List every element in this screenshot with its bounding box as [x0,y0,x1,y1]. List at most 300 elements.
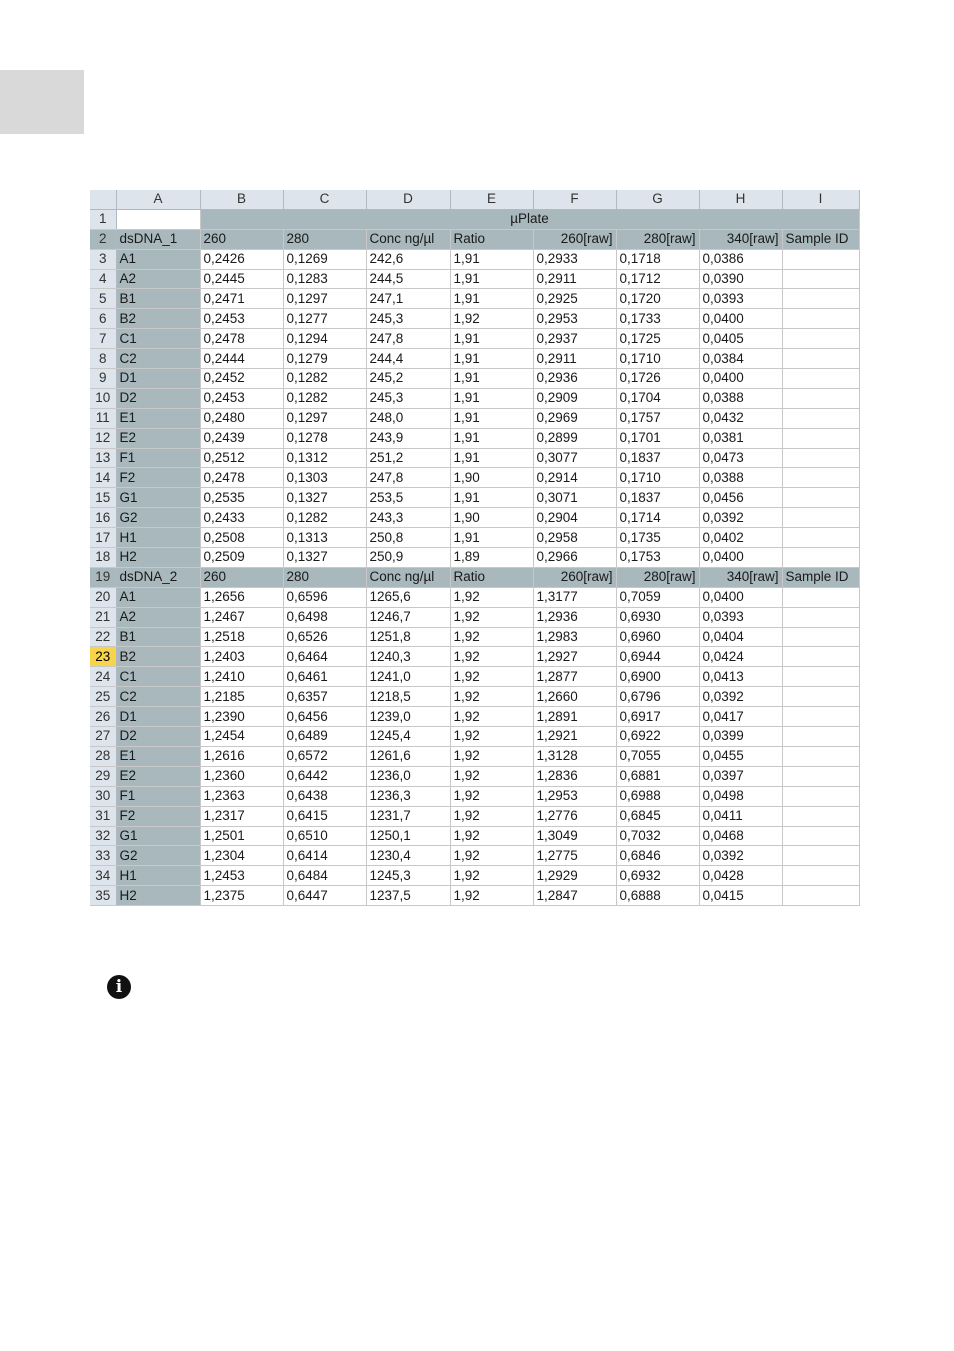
data-cell[interactable]: 0,2911 [533,349,616,369]
data-cell[interactable]: 245,3 [366,388,450,408]
well-cell[interactable]: F2 [116,468,200,488]
well-cell[interactable]: E2 [116,428,200,448]
data-cell[interactable]: 0,7055 [616,746,699,766]
data-cell[interactable]: 1236,0 [366,766,450,786]
data-cell[interactable]: 1,92 [450,746,533,766]
data-cell[interactable]: 0,1282 [283,508,366,528]
data-cell[interactable]: 0,2936 [533,369,616,389]
data-cell[interactable]: 0,7032 [616,826,699,846]
row-number[interactable]: 21 [90,607,116,627]
data-cell[interactable]: 1,2616 [200,746,283,766]
data-cell[interactable]: 0,2509 [200,548,283,568]
data-cell[interactable]: 243,3 [366,508,450,528]
data-cell[interactable]: 0,6498 [283,607,366,627]
column-title[interactable]: 280 [283,229,366,249]
data-cell[interactable] [782,289,859,309]
row-number[interactable]: 23 [90,647,116,667]
row-number[interactable]: 26 [90,707,116,727]
data-cell[interactable]: 1,92 [450,727,533,747]
data-cell[interactable]: 0,0498 [699,786,782,806]
data-cell[interactable]: 0,6489 [283,727,366,747]
column-title[interactable]: 280 [283,567,366,587]
data-cell[interactable] [782,707,859,727]
data-cell[interactable]: 0,6845 [616,806,699,826]
data-cell[interactable]: 1,2891 [533,707,616,727]
data-cell[interactable]: 253,5 [366,488,450,508]
column-title[interactable]: 340[raw] [699,229,782,249]
column-title[interactable]: Ratio [450,229,533,249]
row-number[interactable]: 12 [90,428,116,448]
data-cell[interactable]: 1,2375 [200,886,283,906]
data-cell[interactable]: 0,6888 [616,886,699,906]
column-header-e[interactable]: E [450,190,533,209]
data-cell[interactable]: 1240,3 [366,647,450,667]
row-number[interactable]: 10 [90,388,116,408]
row-number[interactable]: 27 [90,727,116,747]
data-cell[interactable]: 1237,5 [366,886,450,906]
data-cell[interactable]: 1236,3 [366,786,450,806]
data-cell[interactable] [782,548,859,568]
data-cell[interactable]: 1,92 [450,667,533,687]
data-cell[interactable]: 0,0400 [699,309,782,329]
data-cell[interactable]: 0,6596 [283,587,366,607]
data-cell[interactable]: 0,1279 [283,349,366,369]
data-cell[interactable]: 1,2929 [533,866,616,886]
data-cell[interactable]: 0,2911 [533,269,616,289]
row-number[interactable]: 34 [90,866,116,886]
data-cell[interactable]: 1,91 [450,349,533,369]
data-cell[interactable] [782,249,859,269]
data-cell[interactable]: 1,91 [450,448,533,468]
data-cell[interactable]: 0,1282 [283,369,366,389]
data-cell[interactable]: 1,92 [450,866,533,886]
data-cell[interactable]: 250,9 [366,548,450,568]
data-cell[interactable]: 1,2304 [200,846,283,866]
data-cell[interactable]: 0,6988 [616,786,699,806]
data-cell[interactable]: 0,1327 [283,548,366,568]
data-cell[interactable]: 0,6900 [616,667,699,687]
data-cell[interactable]: 1,2403 [200,647,283,667]
data-cell[interactable]: 1,92 [450,826,533,846]
data-cell[interactable]: 1,2656 [200,587,283,607]
data-cell[interactable] [782,428,859,448]
data-cell[interactable]: 1,2185 [200,687,283,707]
data-cell[interactable] [782,508,859,528]
data-cell[interactable]: 1218,5 [366,687,450,707]
data-cell[interactable]: 0,2909 [533,388,616,408]
data-cell[interactable]: 1,2983 [533,627,616,647]
column-header-h[interactable]: H [699,190,782,209]
column-title[interactable]: 260 [200,567,283,587]
data-cell[interactable]: 0,0400 [699,587,782,607]
data-cell[interactable]: 1,2518 [200,627,283,647]
data-cell[interactable]: 247,1 [366,289,450,309]
data-cell[interactable]: 1,92 [450,587,533,607]
data-cell[interactable]: 0,0392 [699,846,782,866]
data-cell[interactable]: 0,6572 [283,746,366,766]
data-cell[interactable]: 0,2433 [200,508,283,528]
data-cell[interactable]: 0,0455 [699,746,782,766]
data-cell[interactable]: 0,1297 [283,408,366,428]
data-cell[interactable]: 1,2776 [533,806,616,826]
data-cell[interactable]: 0,2439 [200,428,283,448]
data-cell[interactable]: 0,0399 [699,727,782,747]
data-cell[interactable]: 0,1837 [616,448,699,468]
well-cell[interactable]: F1 [116,448,200,468]
data-cell[interactable]: 0,2426 [200,249,283,269]
data-cell[interactable]: 0,6484 [283,866,366,886]
data-cell[interactable]: 0,1313 [283,528,366,548]
data-cell[interactable]: 1,92 [450,607,533,627]
data-cell[interactable]: 1,92 [450,627,533,647]
data-cell[interactable]: 1,2836 [533,766,616,786]
data-cell[interactable]: 0,1725 [616,329,699,349]
well-cell[interactable]: H1 [116,528,200,548]
well-cell[interactable]: E2 [116,766,200,786]
data-cell[interactable]: 0,2512 [200,448,283,468]
data-cell[interactable]: 0,0415 [699,886,782,906]
well-cell[interactable]: G2 [116,846,200,866]
data-cell[interactable]: 0,6510 [283,826,366,846]
row-number[interactable]: 3 [90,249,116,269]
data-cell[interactable]: 1,92 [450,846,533,866]
data-cell[interactable]: 0,1278 [283,428,366,448]
data-cell[interactable]: 0,2444 [200,349,283,369]
data-cell[interactable]: 1,2317 [200,806,283,826]
data-cell[interactable]: 0,6881 [616,766,699,786]
data-cell[interactable]: 1,2660 [533,687,616,707]
data-cell[interactable]: 1,89 [450,548,533,568]
data-cell[interactable]: 1,2927 [533,647,616,667]
well-cell[interactable]: A1 [116,587,200,607]
data-cell[interactable]: 0,6464 [283,647,366,667]
well-cell[interactable]: D1 [116,369,200,389]
data-cell[interactable]: 0,3077 [533,448,616,468]
row-number[interactable]: 18 [90,548,116,568]
data-cell[interactable]: 0,6447 [283,886,366,906]
column-title[interactable]: Ratio [450,567,533,587]
row-number[interactable]: 29 [90,766,116,786]
data-cell[interactable]: 0,0388 [699,388,782,408]
data-cell[interactable]: 1,2454 [200,727,283,747]
row-number[interactable]: 32 [90,826,116,846]
well-cell[interactable]: H1 [116,866,200,886]
column-title[interactable]: Sample ID [782,229,859,249]
row-number[interactable]: 15 [90,488,116,508]
data-cell[interactable]: 0,6917 [616,707,699,727]
data-cell[interactable]: 1,91 [450,289,533,309]
data-cell[interactable]: 0,6526 [283,627,366,647]
data-cell[interactable]: 1,3049 [533,826,616,846]
data-cell[interactable]: 1,3177 [533,587,616,607]
data-cell[interactable]: 0,2966 [533,548,616,568]
data-cell[interactable]: 1250,1 [366,826,450,846]
data-cell[interactable]: 0,2969 [533,408,616,428]
data-cell[interactable]: 248,0 [366,408,450,428]
data-cell[interactable]: 0,0392 [699,508,782,528]
data-cell[interactable] [782,408,859,428]
data-cell[interactable]: 250,8 [366,528,450,548]
well-cell[interactable]: B1 [116,627,200,647]
well-cell[interactable]: B2 [116,309,200,329]
data-cell[interactable]: 0,1294 [283,329,366,349]
data-cell[interactable]: 0,2933 [533,249,616,269]
data-cell[interactable]: 0,6922 [616,727,699,747]
data-cell[interactable] [782,488,859,508]
data-cell[interactable]: 0,0473 [699,448,782,468]
data-cell[interactable]: 0,1303 [283,468,366,488]
data-cell[interactable]: 0,1720 [616,289,699,309]
data-cell[interactable]: 0,2958 [533,528,616,548]
well-cell[interactable]: C2 [116,349,200,369]
data-cell[interactable] [782,846,859,866]
data-cell[interactable]: 0,2480 [200,408,283,428]
column-header-c[interactable]: C [283,190,366,209]
row-number[interactable]: 8 [90,349,116,369]
row-number[interactable]: 22 [90,627,116,647]
data-cell[interactable]: 0,2925 [533,289,616,309]
data-cell[interactable]: 1,2467 [200,607,283,627]
data-cell[interactable]: 1,92 [450,786,533,806]
data-cell[interactable]: 242,6 [366,249,450,269]
data-cell[interactable]: 0,0405 [699,329,782,349]
data-cell[interactable]: 1,2936 [533,607,616,627]
data-cell[interactable]: 0,0400 [699,369,782,389]
data-cell[interactable] [782,866,859,886]
data-cell[interactable]: 1261,6 [366,746,450,766]
data-cell[interactable]: 1239,0 [366,707,450,727]
data-cell[interactable] [782,727,859,747]
column-title[interactable]: Conc ng/µl [366,567,450,587]
data-cell[interactable]: 0,0402 [699,528,782,548]
row-number[interactable]: 9 [90,369,116,389]
data-cell[interactable] [782,587,859,607]
column-header-f[interactable]: F [533,190,616,209]
row-number[interactable]: 20 [90,587,116,607]
group-label[interactable]: dsDNA_2 [116,567,200,587]
data-cell[interactable]: 1230,4 [366,846,450,866]
well-cell[interactable]: D2 [116,727,200,747]
data-cell[interactable]: 247,8 [366,329,450,349]
data-cell[interactable]: 0,1714 [616,508,699,528]
well-cell[interactable]: G2 [116,508,200,528]
data-cell[interactable] [782,607,859,627]
data-cell[interactable] [782,309,859,329]
data-cell[interactable]: 1,2953 [533,786,616,806]
data-cell[interactable]: 1,2360 [200,766,283,786]
data-cell[interactable] [782,746,859,766]
data-cell[interactable] [782,806,859,826]
well-cell[interactable]: E1 [116,408,200,428]
data-cell[interactable]: 1,2877 [533,667,616,687]
well-cell[interactable]: B2 [116,647,200,667]
column-title[interactable]: 260[raw] [533,229,616,249]
column-title[interactable]: Sample ID [782,567,859,587]
data-cell[interactable]: 1231,7 [366,806,450,826]
row-number[interactable]: 13 [90,448,116,468]
data-cell[interactable]: 0,6438 [283,786,366,806]
data-cell[interactable]: 1251,8 [366,627,450,647]
well-cell[interactable]: C1 [116,667,200,687]
data-cell[interactable]: 0,6846 [616,846,699,866]
data-cell[interactable]: 0,2953 [533,309,616,329]
data-cell[interactable] [782,687,859,707]
data-cell[interactable] [782,269,859,289]
data-cell[interactable]: 0,6932 [616,866,699,886]
data-cell[interactable] [782,647,859,667]
row-number[interactable]: 17 [90,528,116,548]
data-cell[interactable]: 0,6357 [283,687,366,707]
data-cell[interactable]: 1,92 [450,766,533,786]
data-cell[interactable]: 0,0392 [699,687,782,707]
well-cell[interactable]: B1 [116,289,200,309]
row-number[interactable]: 14 [90,468,116,488]
row-number[interactable]: 1 [90,209,116,229]
data-cell[interactable]: 0,0456 [699,488,782,508]
data-cell[interactable]: 0,0386 [699,249,782,269]
cell-a1[interactable] [116,209,200,229]
group-label[interactable]: dsDNA_1 [116,229,200,249]
data-cell[interactable]: 1,91 [450,408,533,428]
data-cell[interactable] [782,627,859,647]
data-cell[interactable] [782,786,859,806]
data-cell[interactable]: 0,1269 [283,249,366,269]
data-cell[interactable]: 1,2390 [200,707,283,727]
row-number[interactable]: 11 [90,408,116,428]
well-cell[interactable]: A2 [116,269,200,289]
well-cell[interactable]: C2 [116,687,200,707]
data-cell[interactable]: 0,0468 [699,826,782,846]
data-cell[interactable]: 0,2453 [200,388,283,408]
data-cell[interactable]: 0,6796 [616,687,699,707]
data-cell[interactable]: 0,0417 [699,707,782,727]
data-cell[interactable]: 1,92 [450,647,533,667]
data-cell[interactable]: 244,4 [366,349,450,369]
data-cell[interactable]: 0,1282 [283,388,366,408]
data-cell[interactable]: 0,1704 [616,388,699,408]
row-number[interactable]: 19 [90,567,116,587]
data-cell[interactable]: 0,1837 [616,488,699,508]
data-cell[interactable]: 0,6456 [283,707,366,727]
data-cell[interactable]: 0,2535 [200,488,283,508]
row-number[interactable]: 30 [90,786,116,806]
data-cell[interactable]: 0,1735 [616,528,699,548]
data-cell[interactable]: 1,90 [450,508,533,528]
data-cell[interactable]: 247,8 [366,468,450,488]
row-number[interactable]: 25 [90,687,116,707]
row-number[interactable]: 16 [90,508,116,528]
row-number[interactable]: 6 [90,309,116,329]
data-cell[interactable]: 1,91 [450,329,533,349]
data-cell[interactable]: 0,0388 [699,468,782,488]
data-cell[interactable]: 1,91 [450,388,533,408]
data-cell[interactable]: 1245,4 [366,727,450,747]
data-cell[interactable]: 0,1726 [616,369,699,389]
column-header-i[interactable]: I [782,190,859,209]
well-cell[interactable]: H2 [116,886,200,906]
data-cell[interactable]: 0,6944 [616,647,699,667]
row-number[interactable]: 5 [90,289,116,309]
data-cell[interactable]: 0,6415 [283,806,366,826]
data-cell[interactable]: 0,7059 [616,587,699,607]
data-cell[interactable]: 0,0393 [699,607,782,627]
data-cell[interactable]: 0,0413 [699,667,782,687]
data-cell[interactable]: 1245,3 [366,866,450,886]
row-number[interactable]: 24 [90,667,116,687]
data-cell[interactable]: 0,2937 [533,329,616,349]
data-cell[interactable]: 251,2 [366,448,450,468]
data-cell[interactable]: 1,92 [450,886,533,906]
well-cell[interactable]: E1 [116,746,200,766]
well-cell[interactable]: D1 [116,707,200,727]
data-cell[interactable]: 0,0384 [699,349,782,369]
data-cell[interactable]: 1,92 [450,707,533,727]
column-header-g[interactable]: G [616,190,699,209]
column-title[interactable]: 280[raw] [616,229,699,249]
data-cell[interactable]: 0,2471 [200,289,283,309]
data-cell[interactable]: 1,90 [450,468,533,488]
well-cell[interactable]: A2 [116,607,200,627]
data-cell[interactable]: 0,0397 [699,766,782,786]
data-cell[interactable]: 0,2914 [533,468,616,488]
data-cell[interactable] [782,388,859,408]
data-cell[interactable]: 1246,7 [366,607,450,627]
data-cell[interactable]: 1,91 [450,528,533,548]
column-header-a[interactable]: A [116,190,200,209]
data-cell[interactable] [782,369,859,389]
data-cell[interactable] [782,528,859,548]
data-cell[interactable]: 0,0428 [699,866,782,886]
data-cell[interactable]: 0,6414 [283,846,366,866]
data-cell[interactable]: 245,2 [366,369,450,389]
data-cell[interactable]: 1,92 [450,687,533,707]
data-cell[interactable]: 1265,6 [366,587,450,607]
data-cell[interactable] [782,667,859,687]
data-cell[interactable]: 0,6461 [283,667,366,687]
data-cell[interactable]: 1,2775 [533,846,616,866]
data-cell[interactable]: 0,2452 [200,369,283,389]
data-cell[interactable]: 1,3128 [533,746,616,766]
row-number[interactable]: 33 [90,846,116,866]
well-cell[interactable]: D2 [116,388,200,408]
data-cell[interactable]: 1241,0 [366,667,450,687]
data-cell[interactable]: 244,5 [366,269,450,289]
data-cell[interactable]: 0,1718 [616,249,699,269]
data-cell[interactable] [782,349,859,369]
data-cell[interactable]: 1,91 [450,269,533,289]
data-cell[interactable]: 1,92 [450,309,533,329]
well-cell[interactable]: A1 [116,249,200,269]
data-cell[interactable] [782,886,859,906]
data-cell[interactable]: 0,6442 [283,766,366,786]
well-cell[interactable]: C1 [116,329,200,349]
data-cell[interactable]: 0,1283 [283,269,366,289]
data-cell[interactable]: 0,0411 [699,806,782,826]
data-cell[interactable]: 0,1753 [616,548,699,568]
row-number[interactable]: 28 [90,746,116,766]
data-cell[interactable]: 0,6960 [616,627,699,647]
data-cell[interactable]: 0,1757 [616,408,699,428]
data-cell[interactable]: 1,92 [450,806,533,826]
data-cell[interactable]: 0,2453 [200,309,283,329]
data-cell[interactable]: 0,0404 [699,627,782,647]
data-cell[interactable]: 1,2921 [533,727,616,747]
data-cell[interactable]: 0,2508 [200,528,283,548]
well-cell[interactable]: H2 [116,548,200,568]
row-number[interactable]: 2 [90,229,116,249]
row-number[interactable]: 7 [90,329,116,349]
data-cell[interactable] [782,448,859,468]
